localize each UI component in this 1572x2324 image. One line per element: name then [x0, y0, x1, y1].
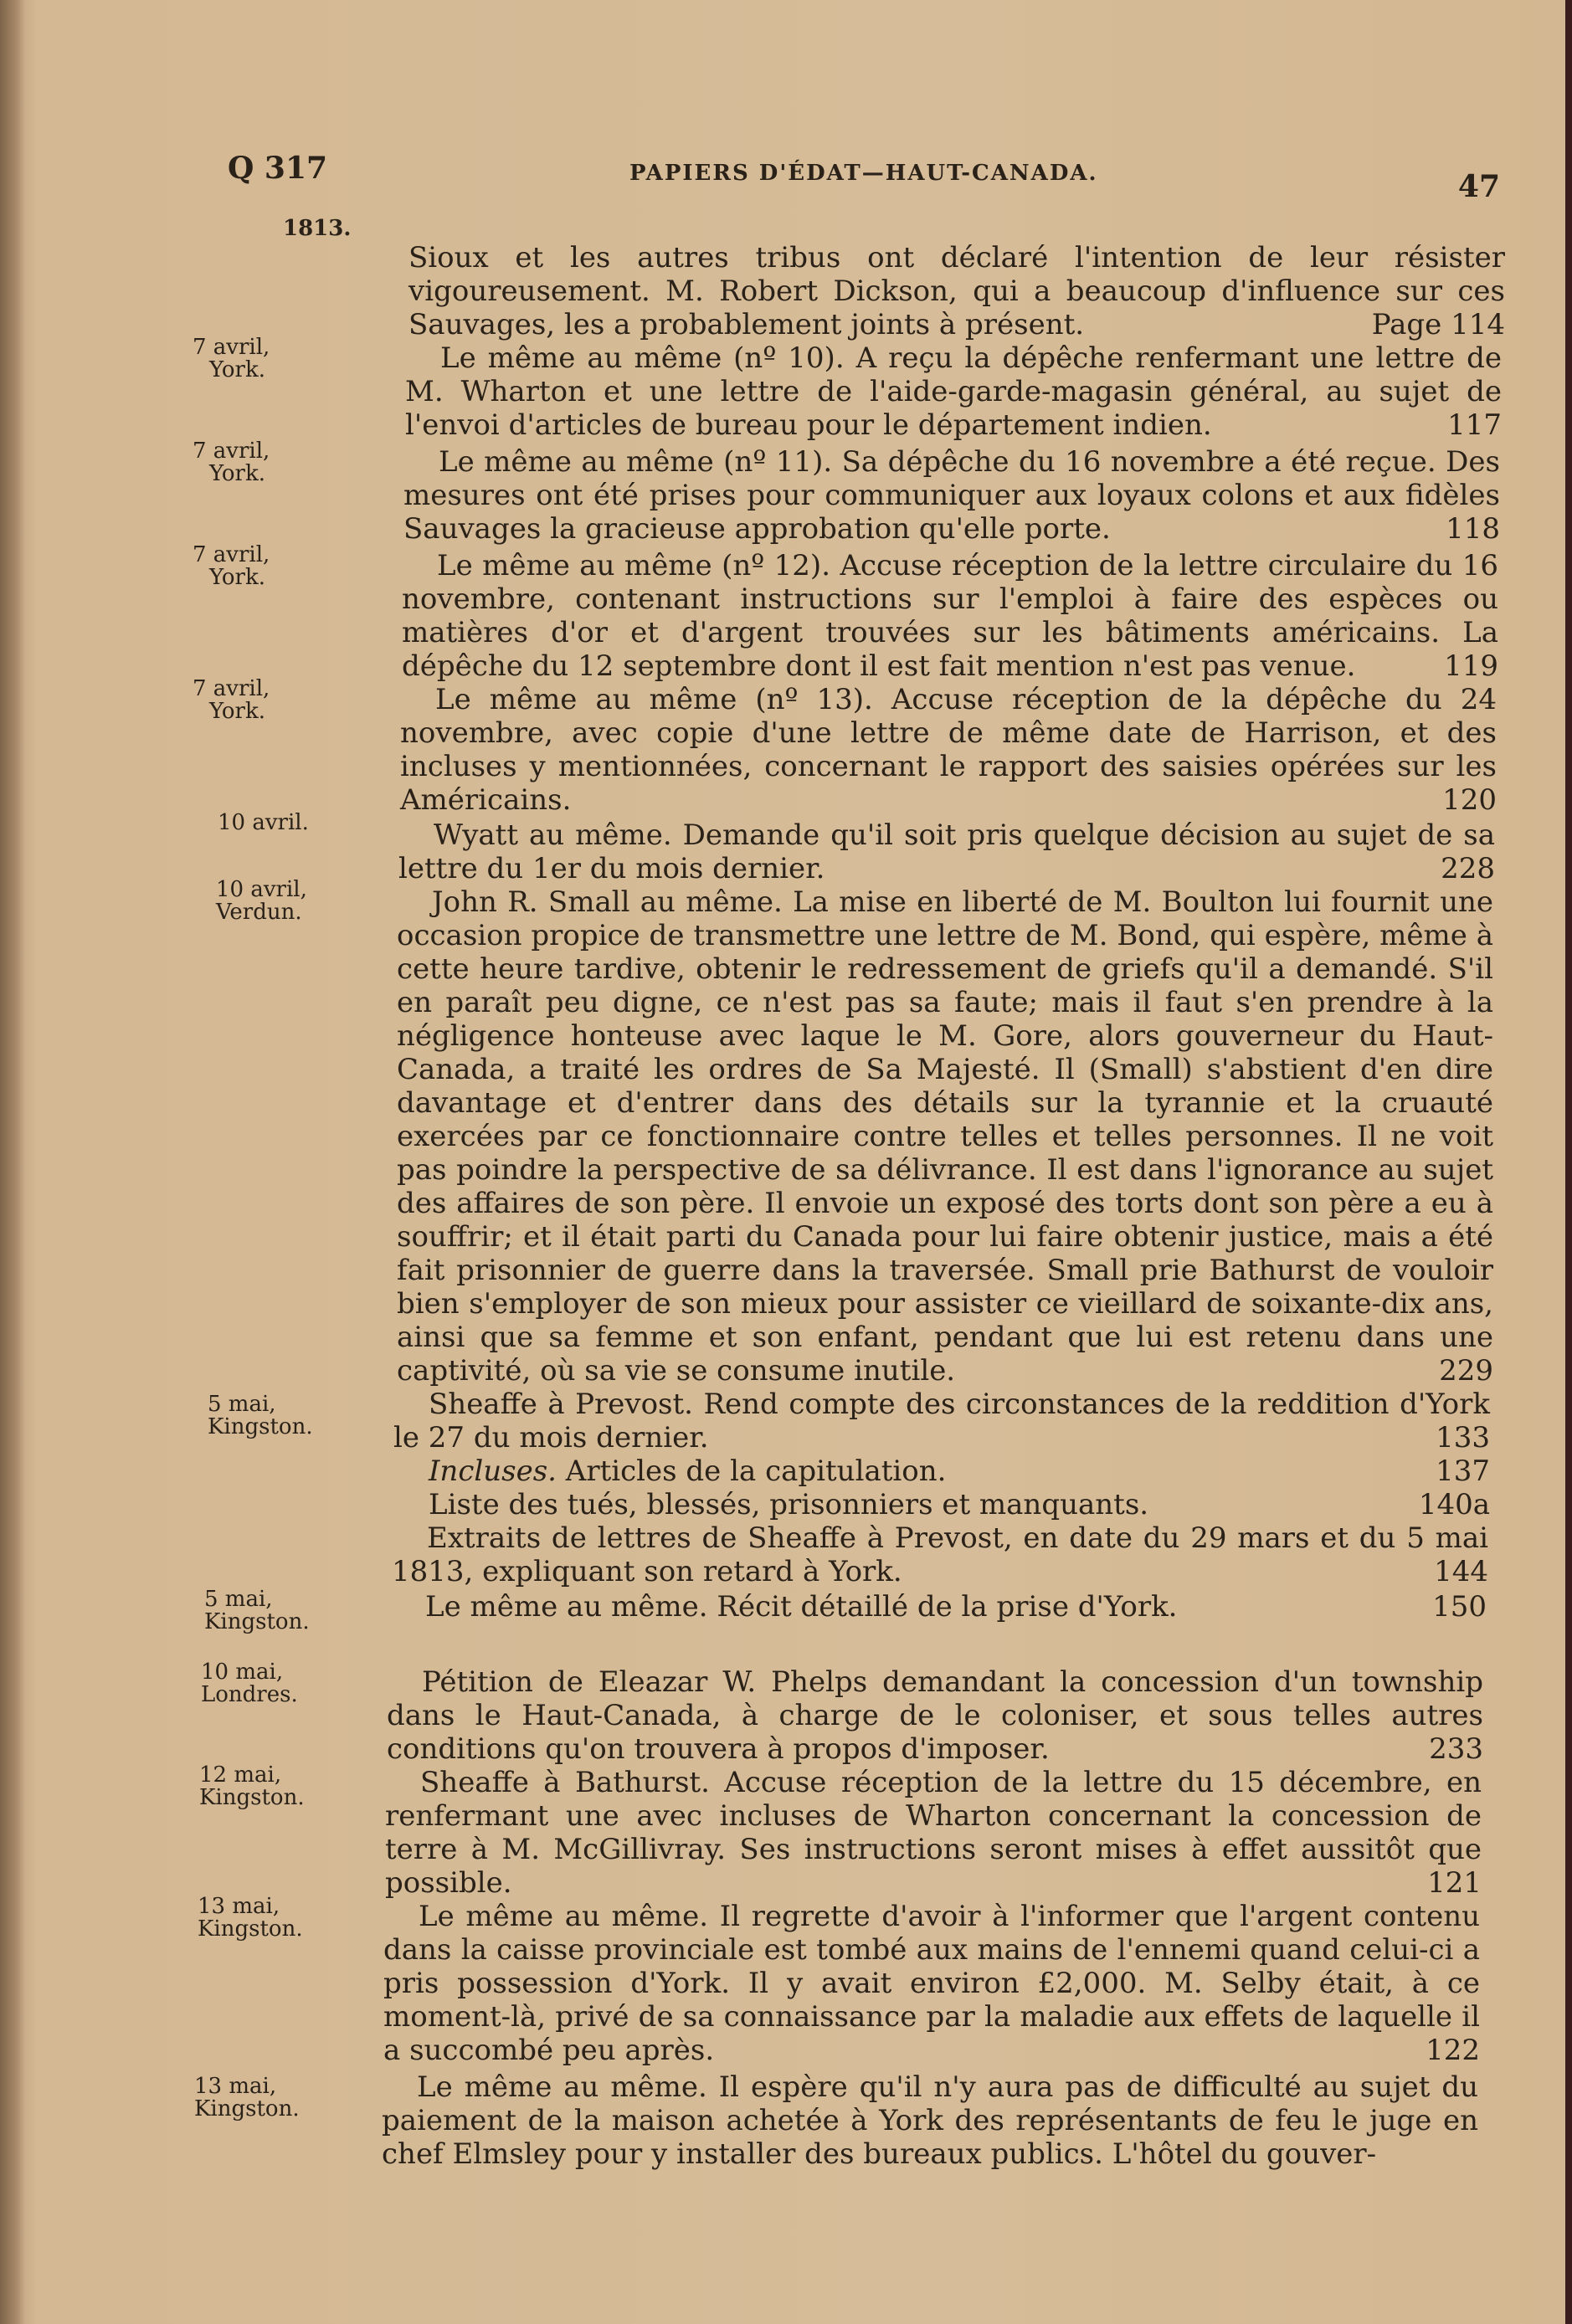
entry-date: 10 mai, [201, 1660, 284, 1685]
volume-reference: Q 317 [228, 151, 328, 186]
entry-place: Kingston. [194, 2096, 300, 2121]
entry-text [397, 885, 1493, 1388]
page-reference: 144 [1434, 1555, 1488, 1588]
entry-date: 5 mai, [208, 1392, 276, 1417]
page-reference: 140a [1418, 1488, 1490, 1521]
entry-text [398, 818, 1495, 885]
page-reference: 233 [1429, 1732, 1483, 1766]
entry-body: Le même au même. Il espère qu'il n'y aura pas de difficulté au sujet du paiement de la maison achetée à York des représentants de feu le juge en chef Elmsley pour y installer des bureaux publics. L'hôtel du gouver- [382, 2070, 1478, 2171]
page-reference: 133 [1436, 1421, 1490, 1454]
page-reference: Page 114 [1371, 308, 1505, 341]
entry-text [382, 2070, 1478, 2171]
entry-place: Verdun. [216, 900, 302, 925]
entry-body: Liste des tués, blessés, prisonniers et manquants. [429, 1488, 1149, 1521]
entry-text [405, 341, 1502, 442]
entry-body: Articles de la capitulation. [565, 1454, 947, 1488]
page-reference: 228 [1441, 852, 1495, 885]
margin-note [198, 1896, 390, 1941]
entry-text [385, 1766, 1482, 1900]
page-left-edge [0, 0, 25, 2324]
page-reference: 118 [1446, 512, 1500, 546]
entry-body: John R. Small au même. La mise en liberté de M. Boulton lui fournit une occasion propice de transmettre une lettre de M. Bond, qui espère, même à cette heure tardive, obtenir le redressement de griefs qu'il a demandé. S'il en paraît peu digne, ce n'est pas sa faute; mais il faut s'en prendre à la négligence honteuse avec laque le M. Gore, alors gouverneur du Haut-Canada, a traité les ordres de Sa Majesté. Il (Small) s'abstient d'en dire davantage et d'entrer dans des détails sur la tyrannie et la cruauté exercées par ce fonctionnaire contre telles et telles personnes. Il ne voit pas poindre la perspective de sa délivrance. Il est dans l'ignorance au sujet des affaires de son père. Il envoie un exposé des torts dont son père a eu à souffrir; et il était parti du Canada pour lui faire obtenir justice, mais a été fait prisonnier de guerre dans la traversée. Small prie Bathurst de vouloir bien s'employer de son mieux pour assister ce vieillard de soixante-dix ans, ainsi que sa femme et son enfant, pendant que lui est retenu dans une captivité, où sa vie se consume inutile. [397, 885, 1493, 1388]
entry-place: York. [209, 357, 266, 382]
entry-place: Londres. [201, 1682, 298, 1707]
margin-note [218, 812, 410, 834]
page-reference: 150 [1432, 1590, 1487, 1624]
entry-body: Le même au même. Récit détaillé de la prise d'York. [425, 1590, 1178, 1624]
entry-date: 10 avril. [218, 810, 309, 835]
entry-place: York. [209, 699, 266, 724]
entry-date: 13 mai, [198, 1894, 280, 1919]
margin-note [193, 678, 385, 723]
page-title: PAPIERS D'ÉDAT—HAUT-CANADA. [629, 161, 1098, 186]
margin-note [193, 544, 385, 589]
margin-note [216, 879, 408, 924]
entry-body: Le même au même (nº 13). Accuse réception de la dépêche du 24 novembre, avec copie d'une lettre de même date de Harrison, et des incluses y mentionnées, concernant le rapport des saisies opérées sur les Américains. [400, 683, 1497, 817]
entry-text [390, 1590, 1487, 1624]
entry-date: 13 mai, [194, 2074, 277, 2099]
entry-label: Incluses. [429, 1454, 557, 1488]
entry-date: 10 avril, [216, 877, 307, 902]
entry-body: Le même au même (nº 10). A reçu la dépêche renfermant une lettre de M. Wharton et une lettre de l'aide-garde-magasin général, au sujet de l'envoi d'articles de bureau pour le département indien. [405, 341, 1502, 442]
entry-body: Pétition de Eleazar W. Phelps demandant la concession d'un township dans le Haut-Canada, à charge de le coloniser, et sous telles autres conditions qu'on trouvera à propos d'imposer. [387, 1665, 1483, 1766]
page-reference: 117 [1447, 408, 1502, 442]
entry-place: Kingston. [204, 1609, 310, 1634]
entry-text [393, 1454, 1490, 1488]
entry-text [403, 445, 1500, 546]
page-reference: 137 [1436, 1454, 1490, 1488]
entry-body: Sioux et les autres tribus ont déclaré l'intention de leur résister vigoureusement. M. Robert Dickson, qui a beaucoup d'influence sur ces Sauvages, les a probablement joints à présent. [408, 241, 1505, 341]
entry-text [408, 241, 1505, 341]
entry-text [383, 1900, 1480, 2067]
entry-body: Sheaffe à Prevost. Rend compte des circonstances de la reddition d'York le 27 du mois dernier. [393, 1388, 1490, 1454]
margin-note [204, 1588, 397, 1634]
running-head [228, 151, 1500, 204]
entry-text [400, 683, 1497, 817]
entry-body: Wyatt au même. Demande qu'il soit pris quelque décision au sujet de sa lettre du 1er du mois dernier. [398, 818, 1495, 885]
entry-text [393, 1488, 1490, 1521]
entry-text [393, 1388, 1490, 1454]
margin-note [201, 1661, 393, 1706]
margin-note [199, 1764, 392, 1809]
entry-body: Sheaffe à Bathurst. Accuse réception de la lettre du 15 décembre, en renfermant une avec incluses de Wharton concernant la concession de terre à M. McGillivray. Ses instructions seront mises à effet aussitôt que possible. [385, 1766, 1482, 1900]
entry-date: 5 mai, [204, 1587, 273, 1612]
entry-text [402, 549, 1498, 683]
margin-note [193, 440, 385, 485]
entry-place: York. [209, 461, 266, 486]
entry-text [392, 1521, 1488, 1588]
margin-note [208, 1393, 400, 1439]
entry-place: Kingston. [198, 1916, 303, 1942]
entry-place: Kingston. [199, 1785, 305, 1810]
page-number: 47 [1457, 169, 1500, 204]
entry-date: 7 avril, [193, 335, 270, 360]
page-reference: 122 [1426, 2034, 1480, 2067]
entry-place: Kingston. [208, 1414, 313, 1439]
page-reference: 120 [1442, 783, 1497, 817]
entry-text [387, 1665, 1483, 1766]
page-reference: 229 [1439, 1354, 1493, 1388]
entry-date: 7 avril, [193, 439, 270, 464]
page-reference: 119 [1444, 649, 1498, 683]
entry-body: Extraits de lettres de Sheaffe à Prevost, en date du 29 mars et du 5 mai 1813, expliquant son retard à York. [392, 1521, 1488, 1588]
year-heading: 1813. [283, 216, 352, 241]
entry-date: 12 mai, [199, 1762, 282, 1788]
page-reference: 121 [1427, 1866, 1482, 1900]
entry-body: Le même au même (nº 12). Accuse réception de la lettre circulaire du 16 novembre, contenant instructions sur l'emploi à faire des espèces ou matières d'or et d'argent trouvées sur les bâtiments américains. La dépêche du 12 septembre dont il est fait mention n'est pas venue. [402, 549, 1498, 683]
entry-body: Le même au même (nº 11). Sa dépêche du 16 novembre a été reçue. Des mesures ont été prises pour communiquer aux loyaux colons et aux fidèles Sauvages la gracieuse approbation qu'elle porte. [403, 445, 1500, 546]
entry-date: 7 avril, [193, 542, 270, 567]
entry-place: York. [209, 565, 266, 590]
entry-body: Le même au même. Il regrette d'avoir à l'informer que l'argent contenu dans la caisse provinciale est tombé aux mains de l'ennemi quand celui-ci a pris possession d'York. Il y avait environ £2,000. M. Selby était, à ce moment-là, privé de sa connaissance par la maladie aux effets de laquelle il a succombé peu après. [383, 1900, 1480, 2067]
entry-date: 7 avril, [193, 676, 270, 701]
page-right-edge [1565, 0, 1572, 2324]
margin-note [194, 2075, 387, 2121]
margin-note [193, 336, 385, 382]
